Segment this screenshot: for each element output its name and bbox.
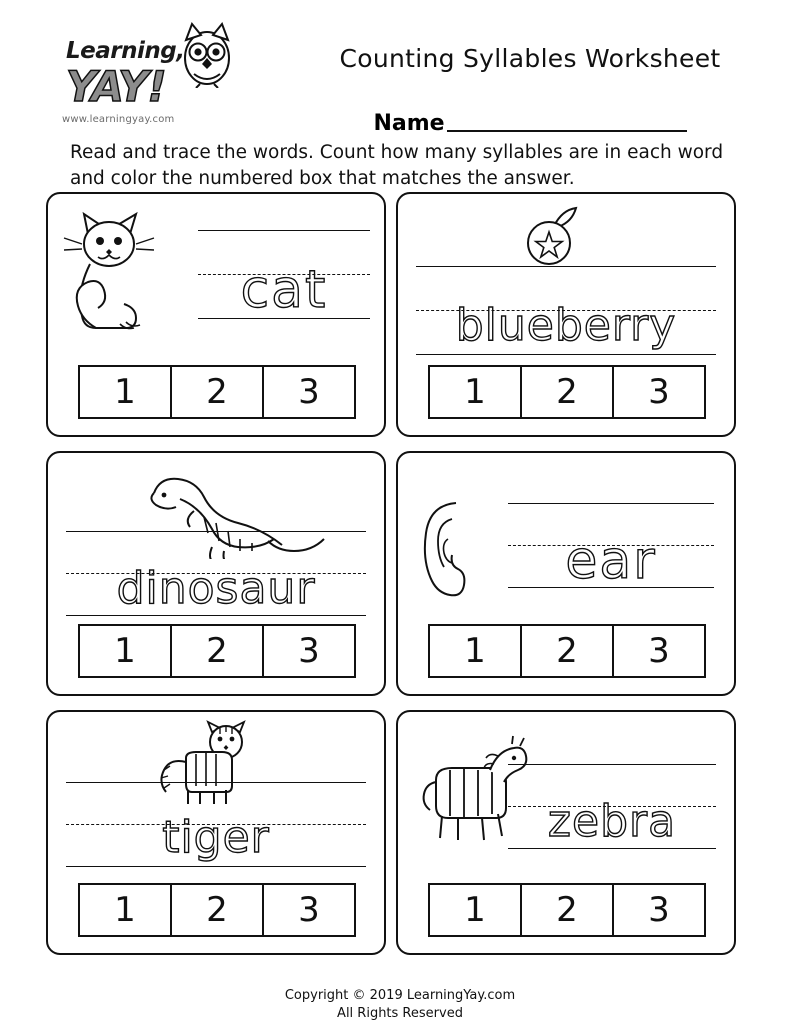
traceable-word[interactable]: dinosaur: [116, 563, 316, 614]
line-bottom: [416, 354, 716, 355]
number-option-2[interactable]: 2: [172, 367, 264, 417]
number-option-1[interactable]: 1: [80, 885, 172, 935]
number-choice-box[interactable]: [78, 624, 356, 678]
worksheet-row: [46, 192, 756, 437]
word-card-blueberry[interactable]: [396, 192, 736, 437]
line-bottom: [66, 615, 366, 616]
name-input-line[interactable]: [447, 110, 687, 132]
traceable-word[interactable]: ear: [565, 531, 657, 591]
number-option-3[interactable]: 3: [298, 372, 320, 412]
name-label: Name: [373, 111, 445, 136]
name-field-row: [300, 110, 760, 136]
worksheet-grid: [46, 192, 756, 969]
number-option-3[interactable]: 3: [298, 890, 320, 930]
number-choice-box[interactable]: [428, 365, 706, 419]
line-top: [416, 266, 716, 267]
trace-lines: [416, 266, 716, 354]
worksheet-row: [46, 451, 756, 696]
line-top: [198, 230, 370, 231]
number-option-2[interactable]: 2: [522, 367, 614, 417]
worksheet-row: [46, 710, 756, 955]
page-title: Counting Syllables Worksheet: [339, 44, 721, 73]
word-card-zebra[interactable]: [396, 710, 736, 955]
number-option-2[interactable]: 2: [522, 626, 614, 676]
page-footer: [0, 987, 800, 1023]
logo-text-yay: YAY!: [66, 62, 166, 111]
instructions-text: Read and trace the words. Count how many syllables are in each word and color the numbered box that matches the answer.: [70, 142, 724, 189]
worksheet-header: [0, 0, 800, 189]
number-option-1[interactable]: 1: [430, 626, 522, 676]
number-option-3[interactable]: 3: [648, 890, 670, 930]
traceable-word[interactable]: cat: [240, 260, 328, 320]
number-option-2[interactable]: 2: [172, 885, 264, 935]
trace-lines: [66, 531, 366, 615]
number-option-3[interactable]: 3: [648, 631, 670, 671]
line-bottom: [508, 848, 716, 849]
number-option-3[interactable]: 3: [298, 631, 320, 671]
trace-lines: [508, 764, 716, 848]
number-choice-box[interactable]: [428, 883, 706, 937]
word-card-dinosaur[interactable]: [46, 451, 386, 696]
ear-illustration: [412, 495, 492, 615]
trace-lines: [66, 782, 366, 866]
traceable-word[interactable]: blueberry: [455, 300, 677, 351]
number-option-1[interactable]: 1: [430, 885, 522, 935]
logo-url: www.learningyay.com: [62, 114, 175, 125]
number-option-2[interactable]: 2: [522, 885, 614, 935]
trace-lines: [508, 503, 714, 591]
line-top: [66, 531, 366, 532]
number-option-1[interactable]: 1: [430, 367, 522, 417]
number-option-2[interactable]: 2: [172, 626, 264, 676]
traceable-word[interactable]: zebra: [547, 796, 677, 847]
number-option-1[interactable]: 1: [80, 367, 172, 417]
copyright-text: Copyright © 2019 LearningYay.com: [284, 988, 516, 1003]
word-card-ear[interactable]: [396, 451, 736, 696]
line-top: [508, 503, 714, 504]
line-top: [66, 782, 366, 783]
number-option-1[interactable]: 1: [80, 626, 172, 676]
line-top: [508, 764, 716, 765]
rights-text: All Rights Reserved: [337, 1006, 463, 1021]
word-card-tiger[interactable]: [46, 710, 386, 955]
number-choice-box[interactable]: [78, 365, 356, 419]
logo-text-learning: Learning,: [66, 38, 185, 64]
line-bottom: [66, 866, 366, 867]
number-choice-box[interactable]: [78, 883, 356, 937]
traceable-word[interactable]: tiger: [162, 812, 270, 863]
number-option-3[interactable]: 3: [648, 372, 670, 412]
brand-logo: [58, 18, 248, 130]
trace-lines: [198, 230, 370, 318]
cat-illustration: [58, 204, 168, 354]
word-card-cat[interactable]: [46, 192, 386, 437]
number-choice-box[interactable]: [428, 624, 706, 678]
